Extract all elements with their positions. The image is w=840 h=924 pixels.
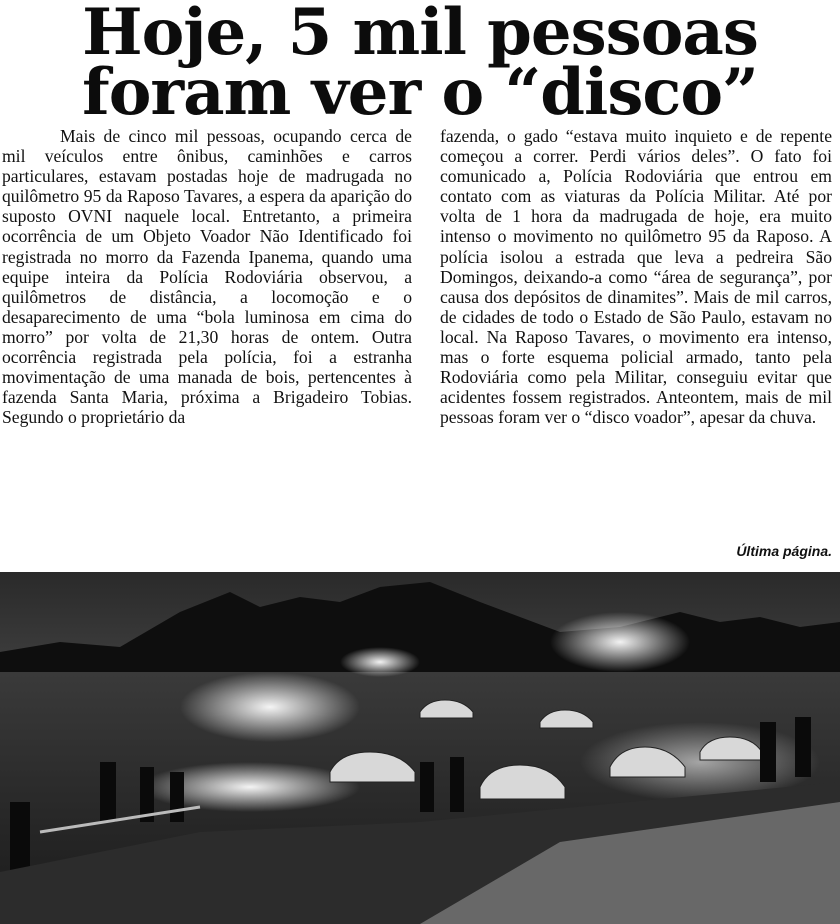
headline xyxy=(0,0,840,130)
photo-illustration xyxy=(0,572,840,924)
article-left-column: Mais de cinco mil pessoas, ocupando cerca de mil veículos entre ônibus, caminhões e carros particulares, estavam postadas hoje de madrugada no quilômetro 95 da Raposo Tavares, a espera da aparição do suposto OVNI naquele local. Entretanto, a primeira ocorrência de um Objeto Voador Não Identificado foi registrada no morro da Fazenda Ipanema, quando uma equipe inteira da Polícia Rodoviária observou, a quilômetros de distância, a locomoção e o desaparecimento de uma “bola luminosa em cima do morro” por volta de 21,30 horas de ontem. Outra ocorrência registrada pela polícia, foi a estranha movimentação de uma manada de bois, pertencentes à fazenda Santa Maria, próxima a Brigadeiro Tobias. Segundo o proprietário da xyxy=(2,126,412,428)
continued-on-label: Última página. xyxy=(736,543,832,559)
headline-line-1: Hoje, 5 mil pessoas xyxy=(82,0,758,70)
night-crowd-and-cars-photo xyxy=(0,572,840,924)
article-right-column: fazenda, o gado “estava muito inquieto e de repente começou a correr. Perdi vários deles”. O fato foi comunicado a, Polícia Rodoviária que entrou em contato com as viaturas da Polícia Militar. Até por volta de 1 hora da madrugada de hoje, era muito intenso o movimento no quilômetro 95 da Raposo. A polícia isolou a estrada que leva a pedreira São Domingos, deixando-a como “área de segurança”, por causa dos depósitos de dinamites”. Mais de mil carros, de cidades de todo o Estado de São Paulo, estavam no local. Na Raposo Tavares, o movimento era intenso, mas o forte esquema policial armado, tanto pela Rodoviária como pela Militar, conseguiu evitar que acidentes fossem registrados. Anteontem, mais de mil pessoas foram ver o “disco voador”, apesar da chuva. xyxy=(440,126,832,428)
headline-line-2: foram ver o “disco” xyxy=(82,55,758,130)
